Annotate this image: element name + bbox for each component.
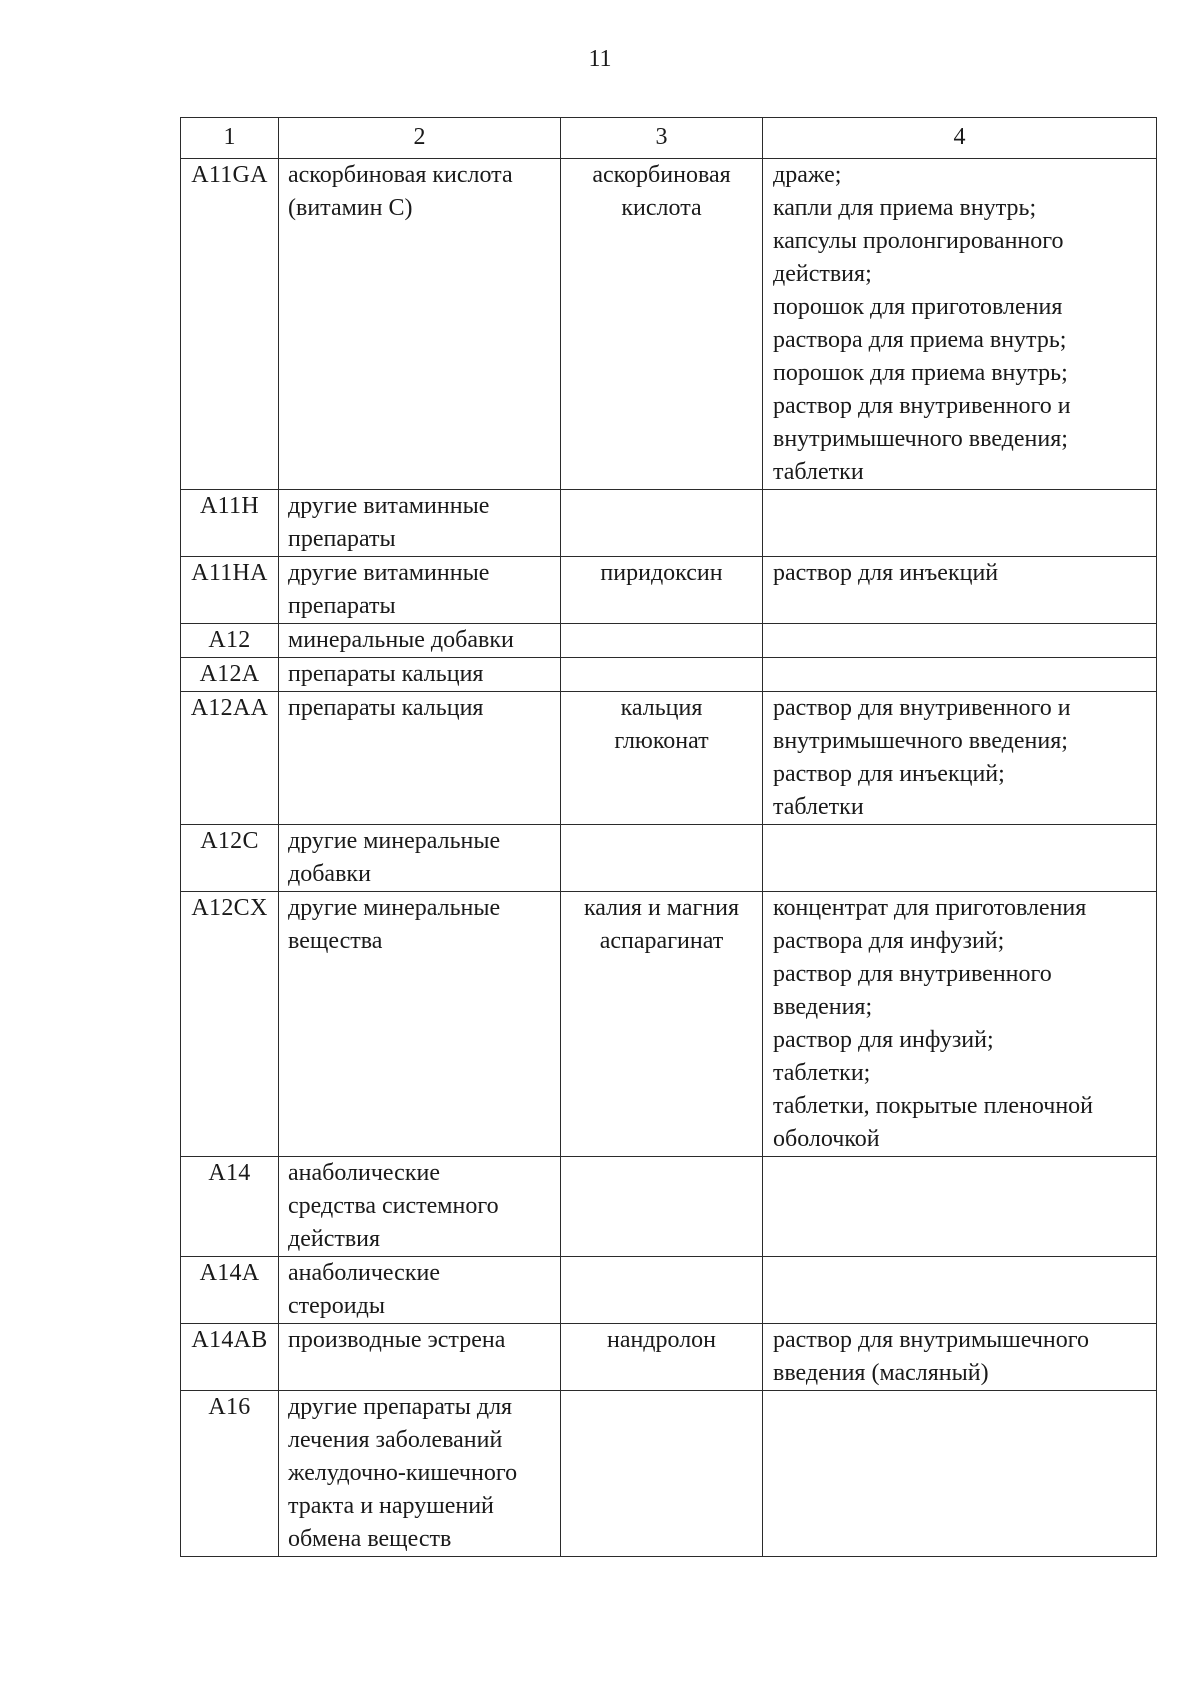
medication-table	[180, 117, 1157, 1557]
substance-cell-text: калия и магния аспарагинат	[583, 895, 740, 954]
page-number: 11	[588, 46, 612, 72]
group-name-cell	[279, 557, 561, 624]
dosage-forms-cell	[763, 490, 1157, 557]
atc-code-cell	[181, 490, 279, 557]
substance-cell	[561, 557, 763, 624]
column-header-2: 2	[279, 118, 561, 159]
atc-code-cell-text: A11H	[200, 493, 259, 519]
atc-code-cell	[181, 1257, 279, 1324]
atc-code-cell-text: A12C	[200, 828, 259, 854]
dosage-forms-cell	[763, 159, 1157, 490]
group-name-cell-text: другие минеральные вещества	[288, 895, 501, 954]
substance-cell	[561, 1257, 763, 1324]
column-header-1: 1	[181, 118, 279, 159]
dosage-forms-cell	[763, 624, 1157, 658]
atc-code-cell	[181, 624, 279, 658]
table-row	[181, 825, 1157, 892]
atc-code-cell-text: A16	[208, 1394, 251, 1420]
dosage-forms-cell-text: раствор для инъекций	[773, 560, 999, 586]
atc-code-cell	[181, 892, 279, 1157]
dosage-forms-cell	[763, 1391, 1157, 1557]
table-row	[181, 159, 1157, 490]
substance-cell	[561, 892, 763, 1157]
group-name-cell-text: аскорбиновая кислота (витамин С)	[288, 162, 513, 221]
table-row	[181, 624, 1157, 658]
substance-cell	[561, 490, 763, 557]
atc-code-cell	[181, 159, 279, 490]
dosage-forms-cell	[763, 1157, 1157, 1257]
header-row	[181, 118, 1157, 159]
dosage-forms-cell-text: концентрат для приготовления раствора для инфузий; раствор для внутривенного введения; раствор для инфузий; таблетки; таблетки, покрытые пленочной оболочкой	[773, 895, 1094, 1152]
table-row	[181, 892, 1157, 1157]
group-name-cell-text: другие препараты для лечения заболеваний желудочно-кишечного тракта и нарушений обмена веществ	[288, 1394, 518, 1552]
group-name-cell	[279, 658, 561, 692]
group-name-cell-text: другие витаминные препараты	[288, 560, 490, 619]
group-name-cell	[279, 624, 561, 658]
substance-cell	[561, 692, 763, 825]
group-name-cell-text: другие минеральные добавки	[288, 828, 501, 887]
group-name-cell-text: другие витаминные препараты	[288, 493, 490, 552]
group-name-cell-text: производные эстрена	[288, 1327, 506, 1353]
table-row	[181, 1157, 1157, 1257]
substance-cell-text: нандролон	[606, 1327, 717, 1353]
table-row	[181, 490, 1157, 557]
atc-code-cell-text: A11GA	[191, 162, 268, 188]
table-row	[181, 658, 1157, 692]
group-name-cell	[279, 692, 561, 825]
dosage-forms-cell	[763, 825, 1157, 892]
substance-cell	[561, 1157, 763, 1257]
substance-cell	[561, 1391, 763, 1557]
group-name-cell	[279, 892, 561, 1157]
medication-table-container	[180, 117, 1156, 1557]
atc-code-cell-text: A12CX	[191, 895, 268, 921]
group-name-cell	[279, 490, 561, 557]
substance-cell	[561, 658, 763, 692]
dosage-forms-cell-text: раствор для внутримышечного введения (масляный)	[773, 1327, 1089, 1386]
substance-cell	[561, 1324, 763, 1391]
dosage-forms-cell-text: драже; капли для приема внутрь; капсулы пролонгированного действия; порошок для приготовления раствора для приема внутрь; порошок для приема внутрь; раствор для внутривенного и внутримышечного введения; таблетки	[773, 162, 1071, 485]
group-name-cell	[279, 1391, 561, 1557]
table-body	[181, 159, 1157, 1557]
group-name-cell-text: препараты кальция	[288, 695, 484, 721]
column-header-4: 4	[763, 118, 1157, 159]
table-row	[181, 1391, 1157, 1557]
group-name-cell-text: анаболические стероиды	[288, 1260, 440, 1319]
group-name-cell-text: минеральные добавки	[288, 627, 514, 653]
atc-code-cell-text: A11HA	[191, 560, 268, 586]
atc-code-cell	[181, 557, 279, 624]
group-name-cell-text: препараты кальция	[288, 661, 484, 687]
substance-cell	[561, 825, 763, 892]
substance-cell-text: пиридоксин	[600, 560, 723, 586]
group-name-cell	[279, 825, 561, 892]
atc-code-cell-text: A12	[208, 627, 251, 653]
atc-code-cell	[181, 1391, 279, 1557]
dosage-forms-cell	[763, 1324, 1157, 1391]
column-header-3: 3	[561, 118, 763, 159]
atc-code-cell-text: A14AB	[191, 1327, 268, 1353]
substance-cell	[561, 624, 763, 658]
atc-code-cell-text: A12AA	[190, 695, 269, 721]
atc-code-cell-text: A12A	[199, 661, 260, 687]
atc-code-cell	[181, 658, 279, 692]
table-row	[181, 692, 1157, 825]
group-name-cell	[279, 1324, 561, 1391]
dosage-forms-cell	[763, 892, 1157, 1157]
group-name-cell	[279, 1257, 561, 1324]
atc-code-cell	[181, 825, 279, 892]
substance-cell-text: аскорбиновая кислота	[592, 162, 731, 221]
group-name-cell-text: анаболические средства системного действия	[288, 1160, 499, 1252]
substance-cell-text: кальция глюконат	[614, 695, 709, 754]
table-row	[181, 1324, 1157, 1391]
table-row	[181, 557, 1157, 624]
dosage-forms-cell-text: раствор для внутривенного и внутримышечного введения; раствор для инъекций; таблетки	[773, 695, 1071, 820]
dosage-forms-cell	[763, 658, 1157, 692]
dosage-forms-cell	[763, 557, 1157, 624]
atc-code-cell	[181, 1324, 279, 1391]
atc-code-cell	[181, 1157, 279, 1257]
atc-code-cell-text: A14A	[199, 1260, 260, 1286]
table-row	[181, 1257, 1157, 1324]
atc-code-cell-text: A14	[208, 1160, 251, 1186]
atc-code-cell	[181, 692, 279, 825]
group-name-cell	[279, 159, 561, 490]
group-name-cell	[279, 1157, 561, 1257]
dosage-forms-cell	[763, 692, 1157, 825]
dosage-forms-cell	[763, 1257, 1157, 1324]
substance-cell	[561, 159, 763, 490]
